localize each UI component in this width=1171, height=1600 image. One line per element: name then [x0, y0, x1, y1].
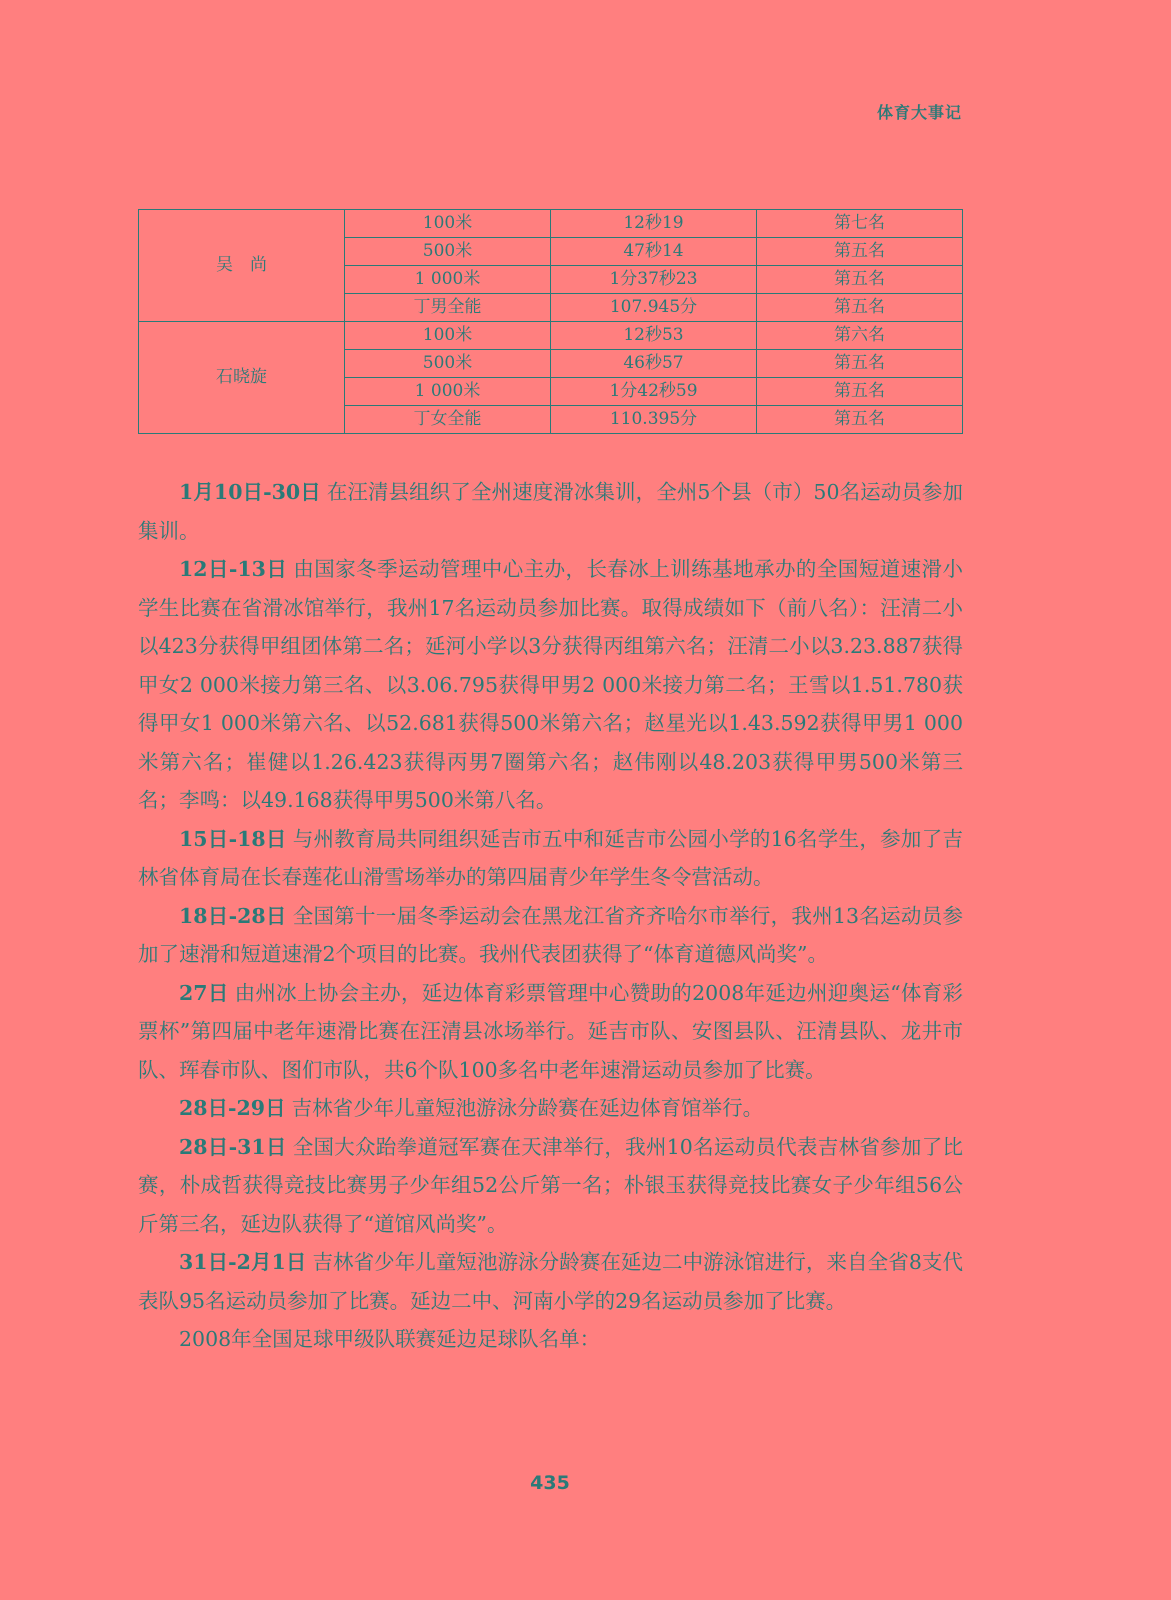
paragraph	[138, 1089, 963, 1128]
paragraph-text: 吉林省少年儿童短池游泳分龄赛在延边体育馆举行。	[291, 1096, 764, 1120]
event-cell: 100米	[345, 210, 551, 238]
result-cell: 12秒53	[551, 322, 757, 350]
event-date: 18日-28日	[179, 903, 287, 928]
result-cell: 12秒19	[551, 210, 757, 238]
paragraph-text: 2008年全国足球甲级队联赛延边足球队名单：	[179, 1327, 601, 1351]
paragraph-text: 吉林省少年儿童短池游泳分龄赛在延边二中游泳馆进行，来自全省8支代表队95名运动员参加了比赛。延边二中、河南小学的29名运动员参加了比赛。	[138, 1250, 963, 1313]
paragraph	[138, 897, 963, 974]
paragraph	[138, 820, 963, 897]
results-table	[138, 209, 963, 434]
rank-cell: 第五名	[757, 266, 963, 294]
result-cell: 46秒57	[551, 350, 757, 378]
event-date: 28日-31日	[179, 1134, 287, 1159]
paragraph	[138, 1243, 963, 1320]
result-cell: 1分42秒59	[551, 378, 757, 406]
event-cell: 100米	[345, 322, 551, 350]
rank-cell: 第五名	[757, 238, 963, 266]
paragraph-text: 全国第十一届冬季运动会在黑龙江省齐齐哈尔市举行，我州13名运动员参加了速滑和短道速滑2个项目的比赛。我州代表团获得了“体育道德风尚奖”。	[138, 903, 963, 966]
paragraph-text: 由国家冬季运动管理中心主办，长春冰上训练基地承办的全国短道速滑小学生比赛在省滑冰馆举行，我州17名运动员参加比赛。取得成绩如下（前八名）：汪清二小以423分获得甲组团体第二名；延河小学以3分获得丙组第六名；汪清二小以3.23.887获得甲女2 000米接力第三名、以3.06.795获得甲男2 000米接力第二名；王雪以1.51.780获得甲女1 000米第六名、以52.681获得500米第六名；赵星光以1.43.592获得甲男1 000米第六名；崔健以1.26.423获得丙男7圈第六名；赵伟刚以48.203获得甲男500米第三名；李鸣：以49.168获得甲男500米第八名。	[138, 557, 963, 812]
table-row	[139, 210, 963, 238]
athlete-name: 石晓旋	[139, 322, 345, 434]
event-cell: 500米	[345, 350, 551, 378]
rank-cell: 第五名	[757, 406, 963, 434]
paragraph	[138, 473, 963, 550]
event-date: 28日-29日	[179, 1096, 286, 1120]
event-cell: 1 000米	[345, 266, 551, 294]
paragraph-text: 在汪清县组织了全州速度滑冰集训，全州5个县（市）50名运动员参加集训。	[138, 480, 963, 543]
body-text	[138, 473, 963, 1359]
result-cell: 1分37秒23	[551, 266, 757, 294]
event-cell: 丁女全能	[345, 406, 551, 434]
event-date: 27日	[179, 980, 229, 1005]
result-cell: 47秒14	[551, 238, 757, 266]
event-cell: 丁男全能	[345, 294, 551, 322]
event-cell: 500米	[345, 238, 551, 266]
paragraph	[138, 974, 963, 1090]
event-date: 15日-18日	[179, 826, 287, 851]
page-number: 435	[530, 1472, 570, 1494]
event-cell: 1 000米	[345, 378, 551, 406]
running-header: 体育大事记	[876, 103, 962, 122]
rank-cell: 第五名	[757, 294, 963, 322]
paragraph	[138, 550, 963, 820]
paragraph-text: 全国大众跆拳道冠军赛在天津举行，我州10名运动员代表吉林省参加了比赛，朴成哲获得竞技比赛男子少年组52公斤第一名；朴银玉获得竞技比赛女子少年组56公斤第三名，延边队获得了“道馆风尚奖”。	[138, 1134, 963, 1236]
paragraph	[138, 1128, 963, 1244]
event-date: 31日-2月1日	[179, 1250, 307, 1274]
rank-cell: 第五名	[757, 350, 963, 378]
paragraph	[138, 1320, 963, 1359]
event-date: 1月10日-30日	[179, 480, 321, 504]
event-date: 12日-13日	[179, 557, 288, 581]
rank-cell: 第五名	[757, 378, 963, 406]
rank-cell: 第七名	[757, 210, 963, 238]
result-cell: 110.395分	[551, 406, 757, 434]
paragraph-text: 由州冰上协会主办，延边体育彩票管理中心赞助的2008年延边州迎奥运“体育彩票杯”第四届中老年速滑比赛在汪清县冰场举行。延吉市队、安图县队、汪清县队、龙井市队、珲春市队、图们市队，共6个队100多名中老年速滑运动员参加了比赛。	[138, 980, 963, 1082]
table-row	[139, 322, 963, 350]
athlete-name: 吴 尚	[139, 210, 345, 322]
result-cell: 107.945分	[551, 294, 757, 322]
paragraph-text: 与州教育局共同组织延吉市五中和延吉市公园小学的16名学生，参加了吉林省体育局在长春莲花山滑雪场举办的第四届青少年学生冬令营活动。	[138, 826, 963, 889]
rank-cell: 第六名	[757, 322, 963, 350]
